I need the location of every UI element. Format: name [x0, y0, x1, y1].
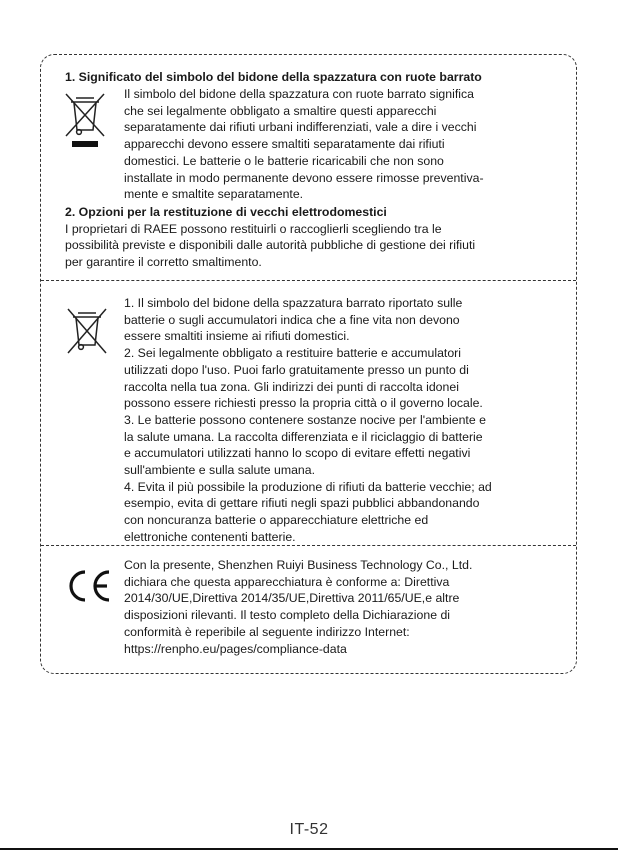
text-line: disposizioni rilevanti. Il testo completo della Dichiarazione di — [124, 608, 451, 623]
text-line: installate in modo permanente devono essere rimosse preventiva- — [124, 170, 484, 185]
text-line: dichiara che questa apparecchiatura è conforme a: Direttiva — [124, 574, 450, 589]
list-item: 3. Le batterie possono contenere sostanze nocive per l'ambiente e la salute umana. La raccolta differenziata e il riciclaggio di batterie e accumulatori utilizzati hanno lo scopo di evitare effetti negativi sull'ambiente e sulla salute umana. — [124, 412, 486, 478]
text-line: domestici. Le batterie o le batterie ricaricabili che non sono — [124, 153, 444, 168]
text-line: per garantire il corretto smaltimento. — [65, 255, 262, 270]
ce-mark-icon — [64, 568, 112, 604]
section2-heading: 2. Opzioni per la restituzione di vecchi elettrodomestici — [65, 205, 387, 219]
conformity-declaration — [124, 557, 472, 657]
page-bottom-rule — [0, 848, 618, 850]
section2 — [65, 204, 475, 271]
text-line: I proprietari di RAEE possono restituirli o raccoglierli scegliendo tra le — [65, 221, 442, 236]
text-line: apparecchi devono essere smaltiti separatamente dai rifiuti — [124, 137, 445, 152]
list-item: 1. Il simbolo del bidone della spazzatura barrato riportato sulle batterie o sugli accumulatori indica che a fine vita non devono essere smaltiti insieme ai rifiuti domestici. — [124, 296, 463, 344]
section-divider — [41, 280, 576, 281]
text-line: conformità è reperibile al seguente indirizzo Internet: — [124, 624, 410, 639]
text-line: che sei legalmente obbligato a smaltire questi apparecchi — [124, 103, 437, 118]
section1-body — [124, 86, 484, 203]
text-line: possibilità previste e disponibili dalle autorità pubbliche di gestione dei rifiuti — [65, 238, 476, 253]
list-item: 2. Sei legalmente obbligato a restituire batterie e accumulatori utilizzati dopo l'uso. Puoi farlo gratuitamente presso un punto di raccolta nella tua zona. Gli indirizzi dei punti di raccolta idonei possono essere richiesti presso la propria città o il governo locale. — [124, 346, 483, 411]
text-line: Con la presente, Shenzhen Ruiyi Business Technology Co., Ltd. — [124, 558, 473, 572]
battery-instructions-list — [124, 295, 492, 546]
text-line: Il simbolo del bidone della spazzatura con ruote barrato significa — [124, 87, 474, 101]
text-line: separatamente dai rifiuti urbani indifferenziati, vale a dire i vecchi — [124, 120, 477, 135]
crossed-bin-battery-icon — [64, 305, 110, 357]
compliance-url: https://renpho.eu/pages/compliance-data — [124, 641, 347, 656]
crossed-wheelie-bin-icon — [62, 90, 108, 152]
page-number: IT-52 — [289, 821, 329, 838]
list-item: 4. Evita il più possibile la produzione di rifiuti da batterie vecchie; ad esempio, evita di gettare rifiuti negli spazi pubblici abbandonando con noncuranza batterie o apparecchiature elettriche ed elettroniche contenenti batterie. — [124, 479, 492, 544]
text-line: 2014/30/UE,Direttiva 2014/35/UE,Direttiva 2011/65/UE,e altre — [124, 591, 460, 606]
text-line: mente e smaltite separatamente. — [124, 187, 304, 202]
section1-heading: 1. Significato del simbolo del bidone della spazzatura con ruote barrato — [65, 70, 482, 84]
